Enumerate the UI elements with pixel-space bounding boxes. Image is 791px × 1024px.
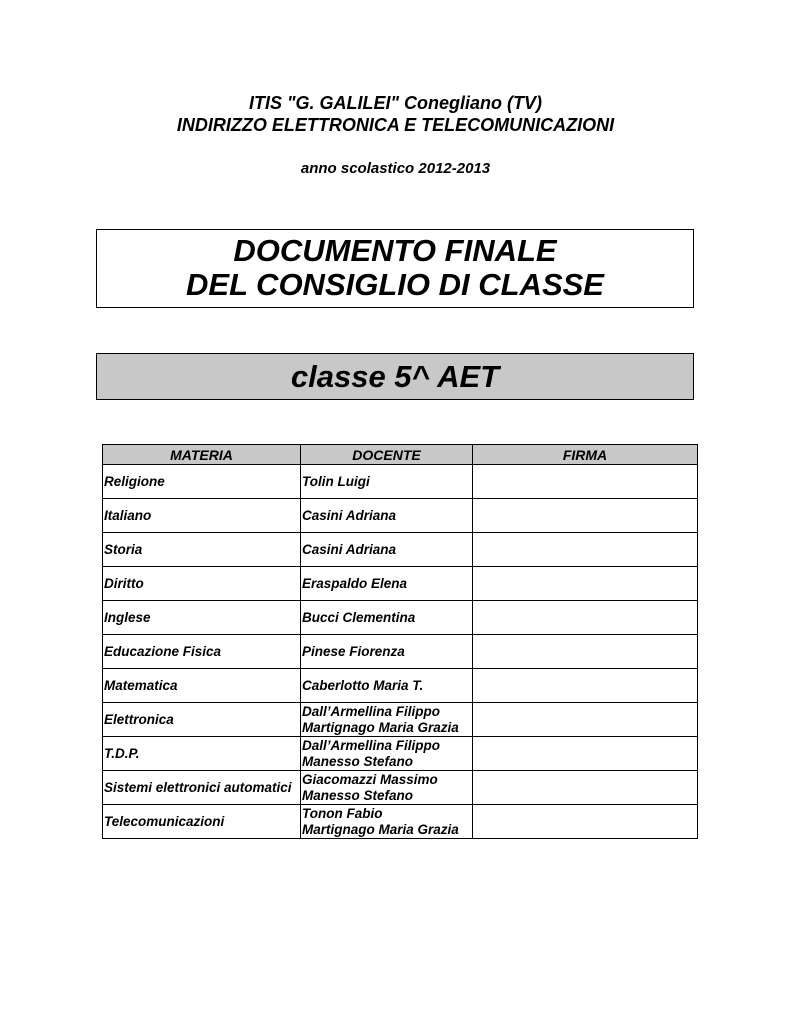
- cell-materia: Diritto: [103, 567, 301, 601]
- cell-firma[interactable]: [473, 669, 698, 703]
- cell-docente: [301, 465, 473, 499]
- cell-firma[interactable]: [473, 465, 698, 499]
- docente-name: Tonon Fabio: [302, 805, 383, 821]
- cell-materia: Inglese: [103, 601, 301, 635]
- header-firma: FIRMA: [473, 445, 698, 465]
- cell-materia: Telecomunicazioni: [103, 805, 301, 839]
- subjects-table: [102, 444, 698, 839]
- docente-name: Eraspaldo Elena: [302, 575, 408, 591]
- cell-materia: Matematica: [103, 669, 301, 703]
- table-row: [103, 805, 698, 839]
- cell-materia: T.D.P.: [103, 737, 301, 771]
- table-header-row: [103, 445, 698, 465]
- docente-name: Dall’Armellina Filippo: [302, 737, 441, 753]
- table-row: [103, 533, 698, 567]
- docente-name: Manesso Stefano: [302, 753, 414, 769]
- cell-firma[interactable]: [473, 703, 698, 737]
- docente-name: Casini Adriana: [302, 507, 397, 523]
- cell-docente: [301, 635, 473, 669]
- table-row: [103, 771, 698, 805]
- cell-docente: [301, 567, 473, 601]
- table-row: [103, 567, 698, 601]
- school-year: anno scolastico 2012-2013: [300, 160, 491, 177]
- table-row: [103, 465, 698, 499]
- cell-docente: [301, 737, 473, 771]
- cell-firma[interactable]: [473, 771, 698, 805]
- table-row: [103, 703, 698, 737]
- department-name: INDIRIZZO ELETTRONICA E TELECOMUNICAZIONI: [176, 115, 615, 135]
- cell-docente: [301, 805, 473, 839]
- docente-name: Bucci Clementina: [302, 609, 416, 625]
- table-row: [103, 737, 698, 771]
- docente-name: Giacomazzi Massimo: [302, 771, 438, 787]
- docente-name: Manesso Stefano: [302, 787, 414, 803]
- table-row: [103, 669, 698, 703]
- cell-firma[interactable]: [473, 533, 698, 567]
- cell-materia: Italiano: [103, 499, 301, 533]
- header-docente: DOCENTE: [301, 445, 473, 465]
- table-row: [103, 635, 698, 669]
- cell-docente: [301, 703, 473, 737]
- cell-firma[interactable]: [473, 499, 698, 533]
- table-row: [103, 499, 698, 533]
- cell-materia: Storia: [103, 533, 301, 567]
- cell-firma[interactable]: [473, 567, 698, 601]
- document-title-box: [96, 229, 694, 308]
- class-label: classe 5^ AET: [96, 353, 694, 400]
- docente-name: Martignago Maria Grazia: [302, 719, 459, 735]
- header-materia: MATERIA: [103, 445, 301, 465]
- cell-docente: [301, 669, 473, 703]
- cell-docente: [301, 601, 473, 635]
- document-title-line-2: DEL CONSIGLIO DI CLASSE: [186, 267, 604, 302]
- cell-firma[interactable]: [473, 635, 698, 669]
- table-row: [103, 601, 698, 635]
- cell-firma[interactable]: [473, 601, 698, 635]
- cell-firma[interactable]: [473, 805, 698, 839]
- cell-materia: Educazione Fisica: [103, 635, 301, 669]
- docente-name: Martignago Maria Grazia: [302, 821, 459, 837]
- cell-docente: [301, 499, 473, 533]
- docente-name: Caberlotto Maria T.: [302, 677, 424, 693]
- school-name: ITIS "G. GALILEI" Conegliano (TV): [248, 93, 543, 113]
- docente-name: Dall’Armellina Filippo: [302, 703, 441, 719]
- docente-name: Pinese Fiorenza: [302, 643, 405, 659]
- cell-materia: Religione: [103, 465, 301, 499]
- docente-name: Casini Adriana: [302, 541, 397, 557]
- cell-materia: Elettronica: [103, 703, 301, 737]
- document-title-line-1: DOCUMENTO FINALE: [233, 233, 557, 268]
- cell-docente: [301, 533, 473, 567]
- cell-docente: [301, 771, 473, 805]
- docente-name: Tolin Luigi: [302, 473, 370, 489]
- cell-materia: Sistemi elettronici automatici: [103, 771, 301, 805]
- cell-firma[interactable]: [473, 737, 698, 771]
